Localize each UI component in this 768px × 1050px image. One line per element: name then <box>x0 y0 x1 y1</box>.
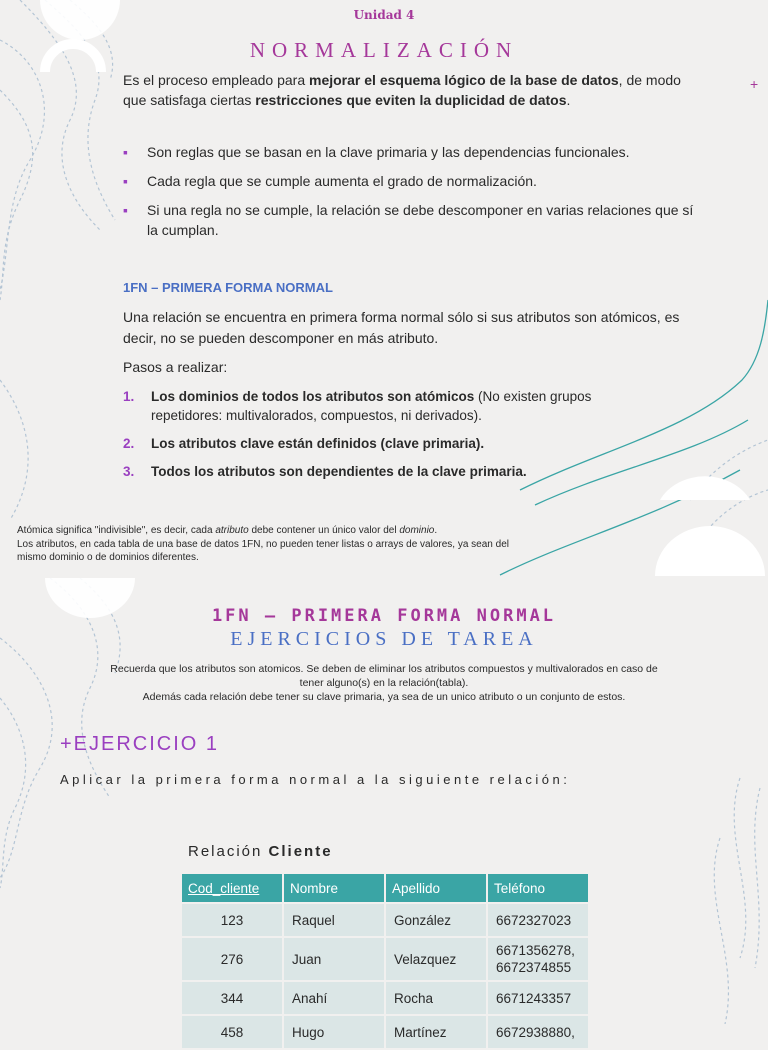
exercises-subtitle: EJERCICIOS DE TAREA <box>230 628 538 650</box>
list-item: ▪ Si una regla no se cumple, la relación se debe descomponer en varias relaciones que sí la cumplan. <box>123 200 703 240</box>
table-cell: Juan <box>284 938 384 980</box>
note-text-a: Atómica significa "indivisible", es decir, cada <box>17 525 216 536</box>
table-cell: 6672327023 <box>488 904 588 936</box>
step-number: 1. <box>123 389 135 404</box>
step-item <box>123 434 643 453</box>
table-row <box>182 982 588 1014</box>
definition-paragraph: Una relación se encuentra en primera forma normal sólo si sus atributos son atómicos, es decir, no se pueden descomponer en más atributo. <box>123 309 680 346</box>
steps-label: Pasos a realizar: <box>123 359 228 375</box>
table-cell: 123 <box>182 904 282 936</box>
list-item: ▪ Son reglas que se basan en la clave primaria y las dependencias funcionales. <box>123 142 703 162</box>
note-text-c: . <box>434 525 438 536</box>
cliente-table <box>180 872 590 1050</box>
atomic-note <box>17 524 517 565</box>
list-item: ▪ Cada regla que se cumple aumenta el grado de normalización. <box>123 171 703 191</box>
intro-bold-2: restricciones que eviten la duplicidad de datos <box>255 92 567 108</box>
column-header: Cod_cliente <box>182 874 282 902</box>
table-cell: Rocha <box>386 982 486 1014</box>
note-italic-1: atributo <box>215 525 249 536</box>
table-cell: Anahí <box>284 982 384 1014</box>
table-cell: 6671243357 <box>488 982 588 1014</box>
table-row <box>182 1016 588 1048</box>
step-rest: (No existen grupos repetidores: multivalorados, compuestos, ni derivados). <box>151 389 592 423</box>
reminder-line-1: Recuerda que los atributos son atomicos. Se deben de eliminar los atributos compuestos y multivalorados en caso de tener alguno(s) en la relación(tabla). <box>110 663 658 689</box>
table-cell: 458 <box>182 1016 282 1048</box>
note-text-b: debe contener un único valor del <box>248 525 400 536</box>
table-row <box>182 904 588 936</box>
table-cell: Velazquez <box>386 938 486 980</box>
relation-name: Cliente <box>268 843 333 860</box>
intro-text-2: , de modo que satisfaga ciertas <box>123 72 681 108</box>
column-header: Nombre <box>284 874 384 902</box>
table-cell: Martínez <box>386 1016 486 1048</box>
step-number: 3. <box>123 464 135 479</box>
table-cell: 6671356278, 6672374855 <box>488 938 588 980</box>
reminder-line-2: Además cada relación debe tener su clave primaria, ya sea de un unico atributo o un conjunto de estos. <box>142 691 626 703</box>
table-header-row <box>182 874 588 902</box>
steps-list <box>123 387 643 490</box>
plus-decoration <box>700 584 704 600</box>
table-cell: Hugo <box>284 1016 384 1048</box>
table-cell: González <box>386 904 486 936</box>
step-bold: Todos los atributos son dependientes de la clave primaria. <box>151 464 527 479</box>
intro-bold-1: mejorar el esquema lógico de la base de datos <box>309 72 619 88</box>
reminder-text <box>100 662 668 704</box>
step-bold: Los dominios de todos los atributos son atómicos <box>151 389 475 404</box>
intro-text-1: Es el proceso empleado para <box>123 72 309 88</box>
exercise-description: Aplicar la primera forma normal a la siguiente relación: <box>60 772 571 787</box>
table-cell: Raquel <box>284 904 384 936</box>
intro-paragraph <box>123 70 683 110</box>
relation-label <box>188 843 333 860</box>
step-number: 2. <box>123 436 135 451</box>
rules-list <box>123 142 703 249</box>
exercise-title: +EJERCICIO 1 <box>60 733 220 755</box>
step-item <box>123 462 643 481</box>
table-cell: 6672938880, <box>488 1016 588 1048</box>
section-title-1fn: 1FN – PRIMERA FORMA NORMAL <box>123 280 333 295</box>
table-cell: 276 <box>182 938 282 980</box>
table-cell: 344 <box>182 982 282 1014</box>
page-title: NORMALIZACIÓN <box>249 38 519 62</box>
unit-label: Unidad 4 <box>353 8 415 22</box>
table-row <box>182 938 588 980</box>
plus-decoration: + <box>750 76 759 92</box>
step-bold: Los atributos clave están definidos (clave primaria). <box>151 436 485 451</box>
note-line-2: Los atributos, en cada tabla de una base de datos 1FN, no pueden tener listas o arrays de valores, ya sean del mismo dominio o de dominios diferentes. <box>17 538 509 563</box>
note-italic-2: dominio <box>399 525 435 536</box>
relation-prefix: Relación <box>188 843 269 860</box>
exercises-title: 1FN – PRIMERA FORMA NORMAL <box>211 606 557 626</box>
step-item <box>123 387 643 425</box>
intro-text-3: . <box>566 92 571 108</box>
column-header: Teléfono <box>488 874 588 902</box>
column-header: Apellido <box>386 874 486 902</box>
